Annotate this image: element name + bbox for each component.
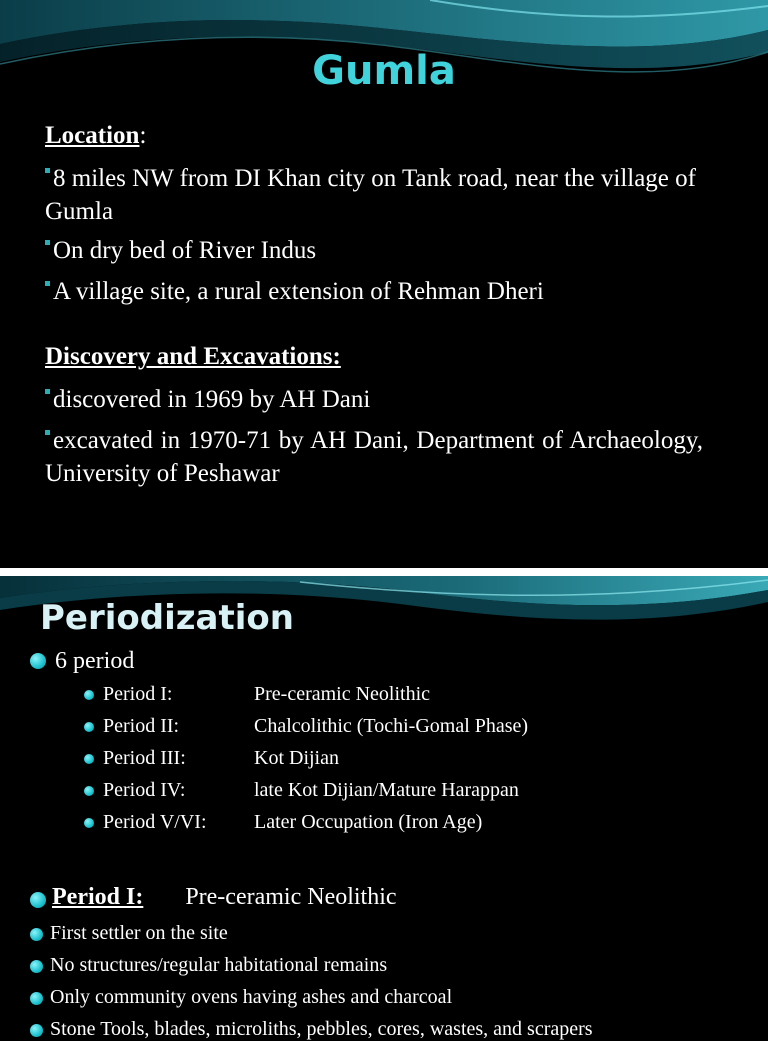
round-bullet-icon xyxy=(30,928,43,941)
round-bullet-icon xyxy=(84,786,94,796)
location-item-1: 8 miles NW from DI Khan city on Tank road, near the village of Gumla xyxy=(45,165,696,225)
location-item-2: On dry bed of River Indus xyxy=(45,234,703,267)
location-heading xyxy=(45,122,146,150)
square-bullet-icon xyxy=(45,430,50,435)
round-bullet-icon xyxy=(84,818,94,828)
slide-title: Periodization xyxy=(40,598,294,638)
period-label: Period IV: xyxy=(103,779,186,801)
discovery-item-2: excavated in 1970-71 by AH Dani, Department of Archaeology, University of Peshawar xyxy=(45,427,703,487)
detail-item: Stone Tools, blades, microliths, pebbles, cores, wastes, and scrapers xyxy=(50,1018,593,1040)
detail-item: Only community ovens having ashes and charcoal xyxy=(50,986,453,1008)
period-label: Period I: xyxy=(103,683,173,705)
period-1-description: Pre-ceramic Neolithic xyxy=(185,884,397,910)
period-1-heading xyxy=(52,884,397,911)
round-bullet-icon xyxy=(30,653,46,669)
round-bullet-icon xyxy=(84,722,94,732)
period-label: Period II: xyxy=(103,715,180,737)
square-bullet-icon xyxy=(45,389,50,394)
round-bullet-icon xyxy=(84,690,94,700)
round-bullet-icon xyxy=(84,754,94,764)
period-description: Later Occupation (Iron Age) xyxy=(254,811,483,833)
square-bullet-icon xyxy=(45,168,50,173)
round-bullet-icon xyxy=(30,1024,43,1037)
detail-item: First settler on the site xyxy=(50,922,228,944)
period-1-label: Period I: xyxy=(52,884,144,910)
period-count: 6 period xyxy=(55,648,135,674)
location-item-3: A village site, a rural extension of Rehman Dheri xyxy=(45,275,703,308)
period-label: Period III: xyxy=(103,747,186,769)
slide-divider xyxy=(0,568,768,576)
period-description: Pre-ceramic Neolithic xyxy=(254,683,431,705)
square-bullet-icon xyxy=(45,281,50,286)
square-bullet-icon xyxy=(45,240,50,245)
period-description: Kot Dijian xyxy=(254,747,339,769)
location-heading-label: Location xyxy=(45,122,140,149)
discovery-item-1: discovered in 1969 by AH Dani xyxy=(45,383,703,416)
round-bullet-icon xyxy=(30,992,43,1005)
slide-title: Gumla xyxy=(312,48,456,94)
location-heading-colon: : xyxy=(139,122,147,149)
slide-periodization xyxy=(0,576,768,1040)
discovery-heading: Discovery and Excavations: xyxy=(45,343,341,370)
period-description: Chalcolithic (Tochi-Gomal Phase) xyxy=(254,715,529,737)
period-label: Period V/VI: xyxy=(103,811,207,833)
period-description: late Kot Dijian/Mature Harappan xyxy=(254,779,519,801)
round-bullet-icon xyxy=(30,960,43,973)
round-bullet-icon xyxy=(30,892,46,908)
detail-item: No structures/regular habitational remains xyxy=(50,954,388,976)
